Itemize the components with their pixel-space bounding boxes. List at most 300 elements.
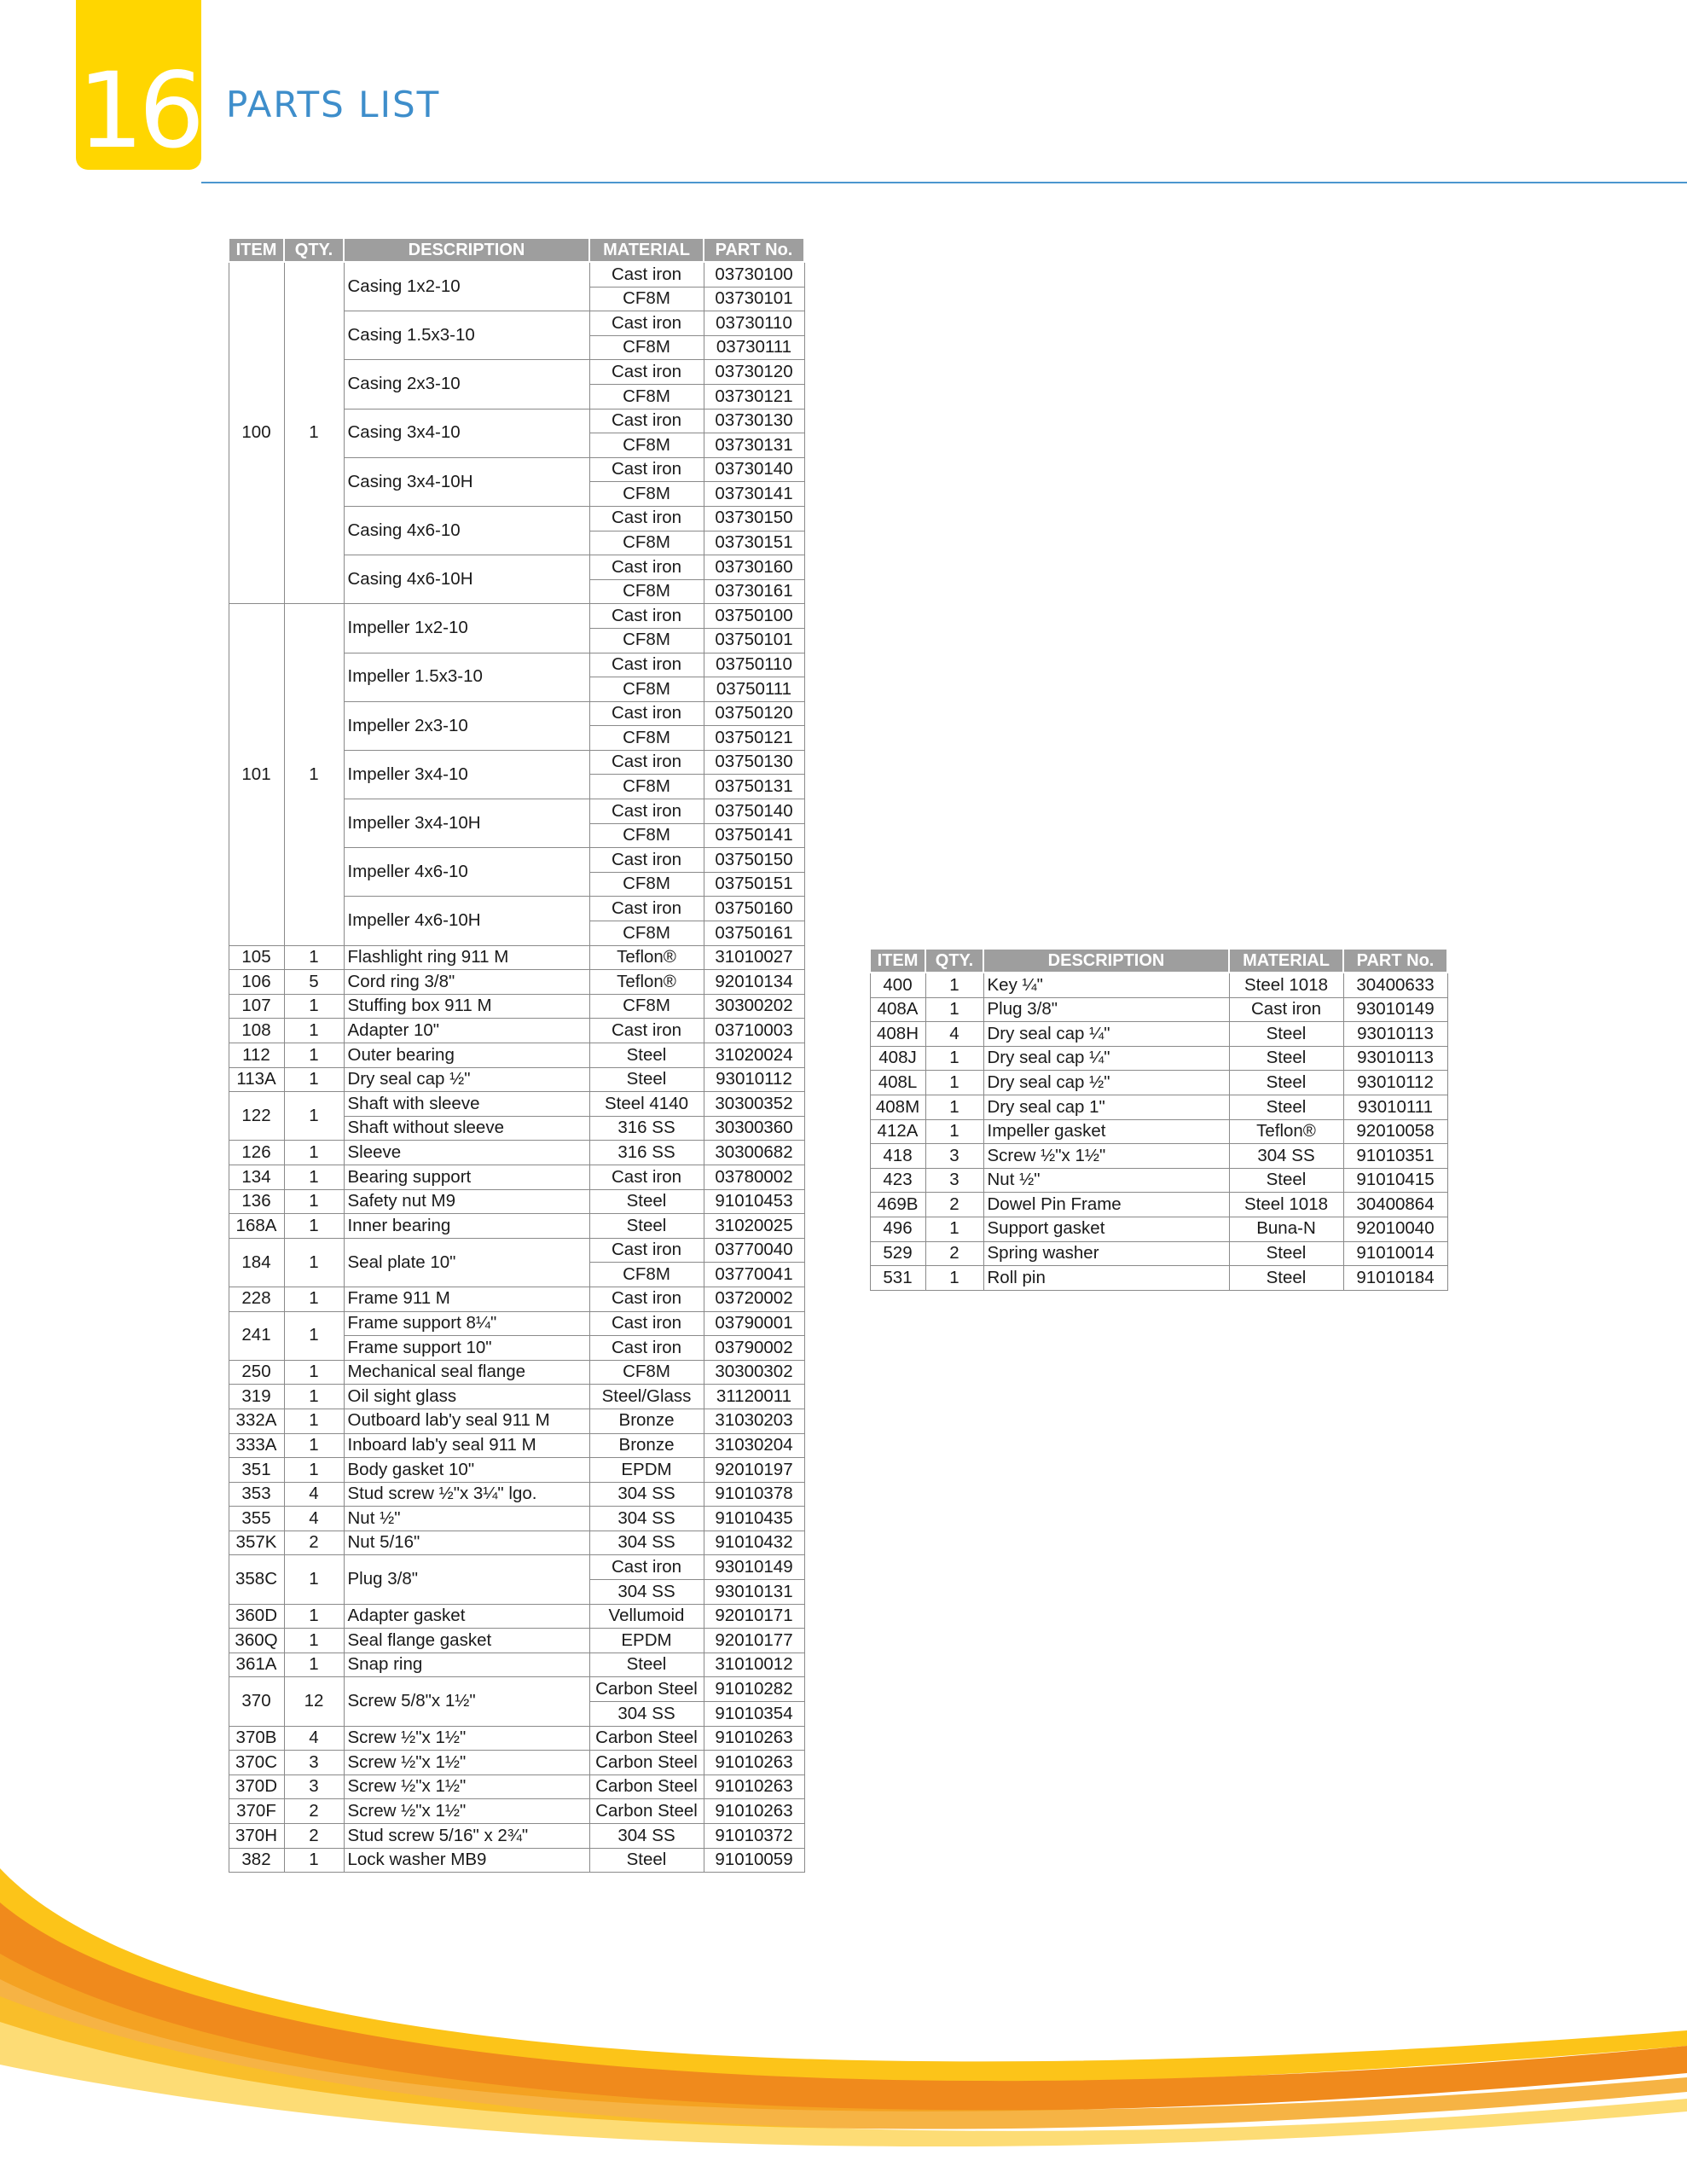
quantity: 1	[284, 1433, 344, 1458]
description: Snap ring	[344, 1653, 589, 1677]
table-row	[229, 1409, 804, 1433]
description: Casing 4x6-10H	[344, 555, 589, 604]
material: Bronze	[589, 1433, 704, 1458]
quantity: 1	[284, 1287, 344, 1311]
item-number: 184	[229, 1238, 284, 1287]
part-number: 93010111	[1343, 1095, 1447, 1119]
quantity: 1	[284, 1019, 344, 1043]
part-number: 91010415	[1343, 1168, 1447, 1193]
table-row	[229, 1531, 804, 1555]
part-number: 30300302	[704, 1360, 804, 1385]
part-number: 03730101	[704, 287, 804, 311]
quantity: 3	[284, 1774, 344, 1799]
description: Inner bearing	[344, 1214, 589, 1239]
quantity: 3	[925, 1168, 983, 1193]
item-number: 107	[229, 994, 284, 1019]
material: 304 SS	[589, 1702, 704, 1727]
part-number: 93010131	[704, 1580, 804, 1605]
description: Dry seal cap ½"	[983, 1071, 1229, 1095]
material: Steel	[1229, 1095, 1343, 1119]
material: Teflon®	[589, 945, 704, 970]
item-number: 241	[229, 1311, 284, 1360]
material: Cast iron	[589, 1019, 704, 1043]
item-number: 105	[229, 945, 284, 970]
page-title: PARTS LIST	[226, 84, 441, 125]
material: CF8M	[589, 287, 704, 311]
material: 304 SS	[589, 1580, 704, 1605]
table-row	[870, 1144, 1447, 1169]
material: Buna-N	[1229, 1217, 1343, 1241]
description: Casing 3x4-10H	[344, 457, 589, 506]
material: Steel	[1229, 1022, 1343, 1047]
description: Screw ½"x 1½"	[344, 1751, 589, 1775]
material: CF8M	[589, 384, 704, 409]
part-number: 91010184	[1343, 1266, 1447, 1291]
description: Frame 911 M	[344, 1287, 589, 1311]
part-number: 91010263	[704, 1726, 804, 1751]
part-number: 03750161	[704, 921, 804, 946]
part-number: 03750130	[704, 750, 804, 775]
item-number: 370D	[229, 1774, 284, 1799]
description: Impeller 3x4-10H	[344, 799, 589, 848]
page-number-badge	[76, 0, 201, 170]
item-number: 360D	[229, 1604, 284, 1629]
table-row	[229, 970, 804, 995]
material: 304 SS	[589, 1824, 704, 1849]
item-number: 408L	[870, 1071, 925, 1095]
quantity: 1	[284, 1141, 344, 1165]
part-number: 03750101	[704, 628, 804, 653]
material: EPDM	[589, 1458, 704, 1483]
quantity: 3	[284, 1751, 344, 1775]
table-row	[229, 1555, 804, 1580]
table-row	[870, 1046, 1447, 1071]
quantity: 1	[284, 1653, 344, 1677]
description: Roll pin	[983, 1266, 1229, 1291]
quantity: 1	[925, 1095, 983, 1119]
quantity: 1	[284, 1848, 344, 1873]
part-number: 03710003	[704, 1019, 804, 1043]
part-number: 91010435	[704, 1507, 804, 1531]
part-number: 03730140	[704, 457, 804, 482]
description: Frame support 10"	[344, 1336, 589, 1361]
table-row	[229, 604, 804, 629]
table-row	[229, 1507, 804, 1531]
quantity: 1	[284, 1385, 344, 1409]
part-number: 93010112	[1343, 1071, 1447, 1095]
part-number: 92010040	[1343, 1217, 1447, 1241]
item-number: 531	[870, 1266, 925, 1291]
description: Cord ring 3/8"	[344, 970, 589, 995]
item-number: 529	[870, 1241, 925, 1266]
quantity: 4	[284, 1507, 344, 1531]
quantity: 5	[284, 970, 344, 995]
part-number: 03730111	[704, 335, 804, 360]
part-number: 03730150	[704, 506, 804, 531]
item-number: 126	[229, 1141, 284, 1165]
part-number: 31010012	[704, 1653, 804, 1677]
material: Steel	[1229, 1046, 1343, 1071]
material: CF8M	[589, 823, 704, 848]
part-number: 92010134	[704, 970, 804, 995]
part-number: 93010113	[1343, 1046, 1447, 1071]
description: Dowel Pin Frame	[983, 1193, 1229, 1217]
description: Screw ½"x 1½"	[983, 1144, 1229, 1169]
table-row	[870, 1266, 1447, 1291]
material: Cast iron	[589, 799, 704, 824]
part-number: 03750120	[704, 701, 804, 726]
description: Nut ½"	[983, 1168, 1229, 1193]
material: Cast iron	[589, 897, 704, 921]
part-number: 30300202	[704, 994, 804, 1019]
material: Cast iron	[589, 750, 704, 775]
material: Teflon®	[589, 970, 704, 995]
material: Cast iron	[589, 409, 704, 433]
description: Screw ½"x 1½"	[344, 1726, 589, 1751]
material: Cast iron	[589, 1238, 704, 1263]
item-number: 408A	[870, 997, 925, 1022]
item-number: 469B	[870, 1193, 925, 1217]
quantity: 1	[284, 1311, 344, 1360]
part-number: 91010351	[1343, 1144, 1447, 1169]
description: Casing 1x2-10	[344, 262, 589, 311]
item-number: 333A	[229, 1433, 284, 1458]
description: Impeller 1x2-10	[344, 604, 589, 653]
part-number: 03750100	[704, 604, 804, 629]
table-row	[870, 1217, 1447, 1241]
part-number: 03770041	[704, 1263, 804, 1287]
material: Steel	[1229, 1241, 1343, 1266]
part-number: 91010059	[704, 1848, 804, 1873]
material: Cast iron	[589, 1165, 704, 1189]
description: Shaft with sleeve	[344, 1092, 589, 1117]
description: Outer bearing	[344, 1043, 589, 1068]
part-number: 30300352	[704, 1092, 804, 1117]
item-number: 136	[229, 1189, 284, 1214]
table-row	[229, 1165, 804, 1189]
description: Inboard lab'y seal 911 M	[344, 1433, 589, 1458]
description: Impeller 4x6-10	[344, 848, 589, 897]
description: Outboard lab'y seal 911 M	[344, 1409, 589, 1433]
col-part-no: PART No.	[704, 238, 804, 262]
material: Steel	[589, 1067, 704, 1092]
item-number: 358C	[229, 1555, 284, 1604]
description: Plug 3/8"	[983, 997, 1229, 1022]
part-number: 03730131	[704, 433, 804, 458]
material: Steel	[589, 1848, 704, 1873]
table-row	[229, 1385, 804, 1409]
part-number: 91010263	[704, 1774, 804, 1799]
item-number: 134	[229, 1165, 284, 1189]
material: Cast iron	[589, 1555, 704, 1580]
description: Dry seal cap ½"	[344, 1067, 589, 1092]
description: Impeller 3x4-10	[344, 750, 589, 799]
parts-table-main	[228, 237, 805, 1873]
table-header-row	[870, 949, 1447, 973]
material: Carbon Steel	[589, 1774, 704, 1799]
table-row	[870, 997, 1447, 1022]
part-number: 03720002	[704, 1287, 804, 1311]
item-number: 408H	[870, 1022, 925, 1047]
part-number: 93010112	[704, 1067, 804, 1092]
item-number: 370C	[229, 1751, 284, 1775]
quantity: 1	[284, 1604, 344, 1629]
table-row	[229, 1311, 804, 1336]
description: Adapter gasket	[344, 1604, 589, 1629]
material: Cast iron	[589, 653, 704, 677]
description: Sleeve	[344, 1141, 589, 1165]
description: Screw ½"x 1½"	[344, 1799, 589, 1824]
part-number: 31020025	[704, 1214, 804, 1239]
quantity: 1	[284, 1629, 344, 1653]
quantity: 1	[284, 994, 344, 1019]
table-row	[229, 1141, 804, 1165]
part-number: 91010378	[704, 1482, 804, 1507]
description: Key ¼"	[983, 973, 1229, 997]
material: Carbon Steel	[589, 1799, 704, 1824]
table-row	[229, 262, 804, 287]
material: 304 SS	[589, 1531, 704, 1555]
part-number: 03750140	[704, 799, 804, 824]
header-rule	[201, 182, 1687, 183]
col-item: ITEM	[870, 949, 925, 973]
item-number: 332A	[229, 1409, 284, 1433]
part-number: 03750141	[704, 823, 804, 848]
item-number: 108	[229, 1019, 284, 1043]
material: CF8M	[589, 335, 704, 360]
material: CF8M	[589, 628, 704, 653]
part-number: 31030204	[704, 1433, 804, 1458]
quantity: 1	[284, 262, 344, 604]
table-row	[229, 1287, 804, 1311]
part-number: 31020024	[704, 1043, 804, 1068]
part-number: 92010177	[704, 1629, 804, 1653]
description: Dry seal cap ¼"	[983, 1022, 1229, 1047]
table-row	[229, 1774, 804, 1799]
table-row	[229, 1458, 804, 1483]
material: Cast iron	[589, 360, 704, 385]
item-number: 228	[229, 1287, 284, 1311]
item-number: 418	[870, 1144, 925, 1169]
description: Impeller 1.5x3-10	[344, 653, 589, 701]
table-header-row	[229, 238, 804, 262]
material: CF8M	[589, 1360, 704, 1385]
material: CF8M	[589, 872, 704, 897]
material: Carbon Steel	[589, 1677, 704, 1702]
description: Nut 5/16"	[344, 1531, 589, 1555]
quantity: 12	[284, 1677, 344, 1726]
quantity: 1	[925, 1217, 983, 1241]
material: Cast iron	[589, 604, 704, 629]
material: CF8M	[589, 726, 704, 751]
item-number: 408M	[870, 1095, 925, 1119]
description: Flashlight ring 911 M	[344, 945, 589, 970]
description: Bearing support	[344, 1165, 589, 1189]
material: CF8M	[589, 579, 704, 604]
table-row	[229, 1189, 804, 1214]
quantity: 1	[284, 945, 344, 970]
quantity: 2	[284, 1799, 344, 1824]
quantity: 2	[284, 1824, 344, 1849]
description: Stud screw ½"x 3¼" lgo.	[344, 1482, 589, 1507]
description: Support gasket	[983, 1217, 1229, 1241]
description: Nut ½"	[344, 1507, 589, 1531]
part-number: 03750110	[704, 653, 804, 677]
description: Stuffing box 911 M	[344, 994, 589, 1019]
material: Steel	[589, 1214, 704, 1239]
table-row	[229, 994, 804, 1019]
material: CF8M	[589, 531, 704, 555]
quantity: 1	[284, 1067, 344, 1092]
quantity: 1	[284, 1189, 344, 1214]
table-row	[229, 1677, 804, 1702]
material: CF8M	[589, 921, 704, 946]
description: Dry seal cap ¼"	[983, 1046, 1229, 1071]
part-number: 91010432	[704, 1531, 804, 1555]
quantity: 1	[925, 1046, 983, 1071]
item-number: 355	[229, 1507, 284, 1531]
item-number: 113A	[229, 1067, 284, 1092]
quantity: 4	[925, 1022, 983, 1047]
part-number: 31010027	[704, 945, 804, 970]
material: Steel/Glass	[589, 1385, 704, 1409]
table-row	[229, 1019, 804, 1043]
part-number: 03790002	[704, 1336, 804, 1361]
table-row	[229, 1799, 804, 1824]
description: Seal flange gasket	[344, 1629, 589, 1653]
part-number: 03730110	[704, 311, 804, 336]
material: Cast iron	[589, 457, 704, 482]
material: Vellumoid	[589, 1604, 704, 1629]
col-description: DESCRIPTION	[344, 238, 589, 262]
quantity: 1	[284, 1238, 344, 1287]
quantity: 3	[925, 1144, 983, 1169]
part-number: 91010263	[704, 1799, 804, 1824]
part-number: 93010113	[1343, 1022, 1447, 1047]
part-number: 30400864	[1343, 1193, 1447, 1217]
part-number: 03730151	[704, 531, 804, 555]
quantity: 1	[925, 1071, 983, 1095]
material: 304 SS	[589, 1507, 704, 1531]
quantity: 4	[284, 1726, 344, 1751]
col-qty: QTY.	[925, 949, 983, 973]
table-row	[229, 945, 804, 970]
quantity: 1	[284, 1165, 344, 1189]
quantity: 1	[284, 1555, 344, 1604]
material: EPDM	[589, 1629, 704, 1653]
description: Plug 3/8"	[344, 1555, 589, 1604]
quantity: 1	[925, 973, 983, 997]
material: Teflon®	[1229, 1119, 1343, 1144]
table-row	[229, 1067, 804, 1092]
table-row	[870, 1095, 1447, 1119]
material: Cast iron	[589, 848, 704, 873]
part-number: 30400633	[1343, 973, 1447, 997]
table-row	[870, 1071, 1447, 1095]
parts-table-secondary	[869, 948, 1448, 1291]
description: Casing 3x4-10	[344, 409, 589, 457]
material: Cast iron	[589, 701, 704, 726]
item-number: 370	[229, 1677, 284, 1726]
item-number: 496	[870, 1217, 925, 1241]
part-number: 92010197	[704, 1458, 804, 1483]
part-number: 03730141	[704, 482, 804, 507]
part-number: 92010171	[704, 1604, 804, 1629]
material: Cast iron	[1229, 997, 1343, 1022]
item-number: 101	[229, 604, 284, 945]
material: CF8M	[589, 677, 704, 702]
part-number: 03730161	[704, 579, 804, 604]
item-number: 382	[229, 1848, 284, 1873]
material: Steel	[589, 1043, 704, 1068]
quantity: 1	[284, 1409, 344, 1433]
table-row	[870, 1022, 1447, 1047]
part-number: 03730130	[704, 409, 804, 433]
part-number: 92010058	[1343, 1119, 1447, 1144]
material: CF8M	[589, 482, 704, 507]
material: CF8M	[589, 994, 704, 1019]
quantity: 1	[925, 1266, 983, 1291]
table-row	[870, 1119, 1447, 1144]
item-number: 353	[229, 1482, 284, 1507]
description: Screw ½"x 1½"	[344, 1774, 589, 1799]
material: Steel	[589, 1189, 704, 1214]
table-row	[229, 1433, 804, 1458]
table-row	[229, 1043, 804, 1068]
table-row	[229, 1629, 804, 1653]
description: Impeller 4x6-10H	[344, 897, 589, 945]
description: Shaft without sleeve	[344, 1116, 589, 1141]
item-number: 412A	[870, 1119, 925, 1144]
material: Cast iron	[589, 1311, 704, 1336]
quantity: 1	[284, 1092, 344, 1141]
table-row	[870, 1168, 1447, 1193]
table-row	[229, 1751, 804, 1775]
description: Dry seal cap 1"	[983, 1095, 1229, 1119]
material: Carbon Steel	[589, 1751, 704, 1775]
part-number: 30300682	[704, 1141, 804, 1165]
description: Lock washer MB9	[344, 1848, 589, 1873]
table-row	[229, 1092, 804, 1117]
table-row	[870, 973, 1447, 997]
quantity: 1	[925, 997, 983, 1022]
item-number: 168A	[229, 1214, 284, 1239]
material: 316 SS	[589, 1141, 704, 1165]
material: CF8M	[589, 1263, 704, 1287]
part-number: 31030203	[704, 1409, 804, 1433]
material: Steel	[1229, 1168, 1343, 1193]
table-row	[229, 1482, 804, 1507]
material: Cast iron	[589, 262, 704, 287]
description: Safety nut M9	[344, 1189, 589, 1214]
item-number: 100	[229, 262, 284, 604]
description: Adapter 10"	[344, 1019, 589, 1043]
quantity: 2	[925, 1241, 983, 1266]
decorative-swoosh	[0, 1843, 1687, 2184]
description: Mechanical seal flange	[344, 1360, 589, 1385]
material: Cast iron	[589, 1287, 704, 1311]
part-number: 93010149	[1343, 997, 1447, 1022]
part-number: 91010354	[704, 1702, 804, 1727]
part-number: 03770040	[704, 1238, 804, 1263]
table-row	[229, 1604, 804, 1629]
material: 316 SS	[589, 1116, 704, 1141]
part-number: 03730121	[704, 384, 804, 409]
description: Screw 5/8"x 1½"	[344, 1677, 589, 1726]
material: 304 SS	[1229, 1144, 1343, 1169]
table-row	[229, 1238, 804, 1263]
table-row	[870, 1193, 1447, 1217]
